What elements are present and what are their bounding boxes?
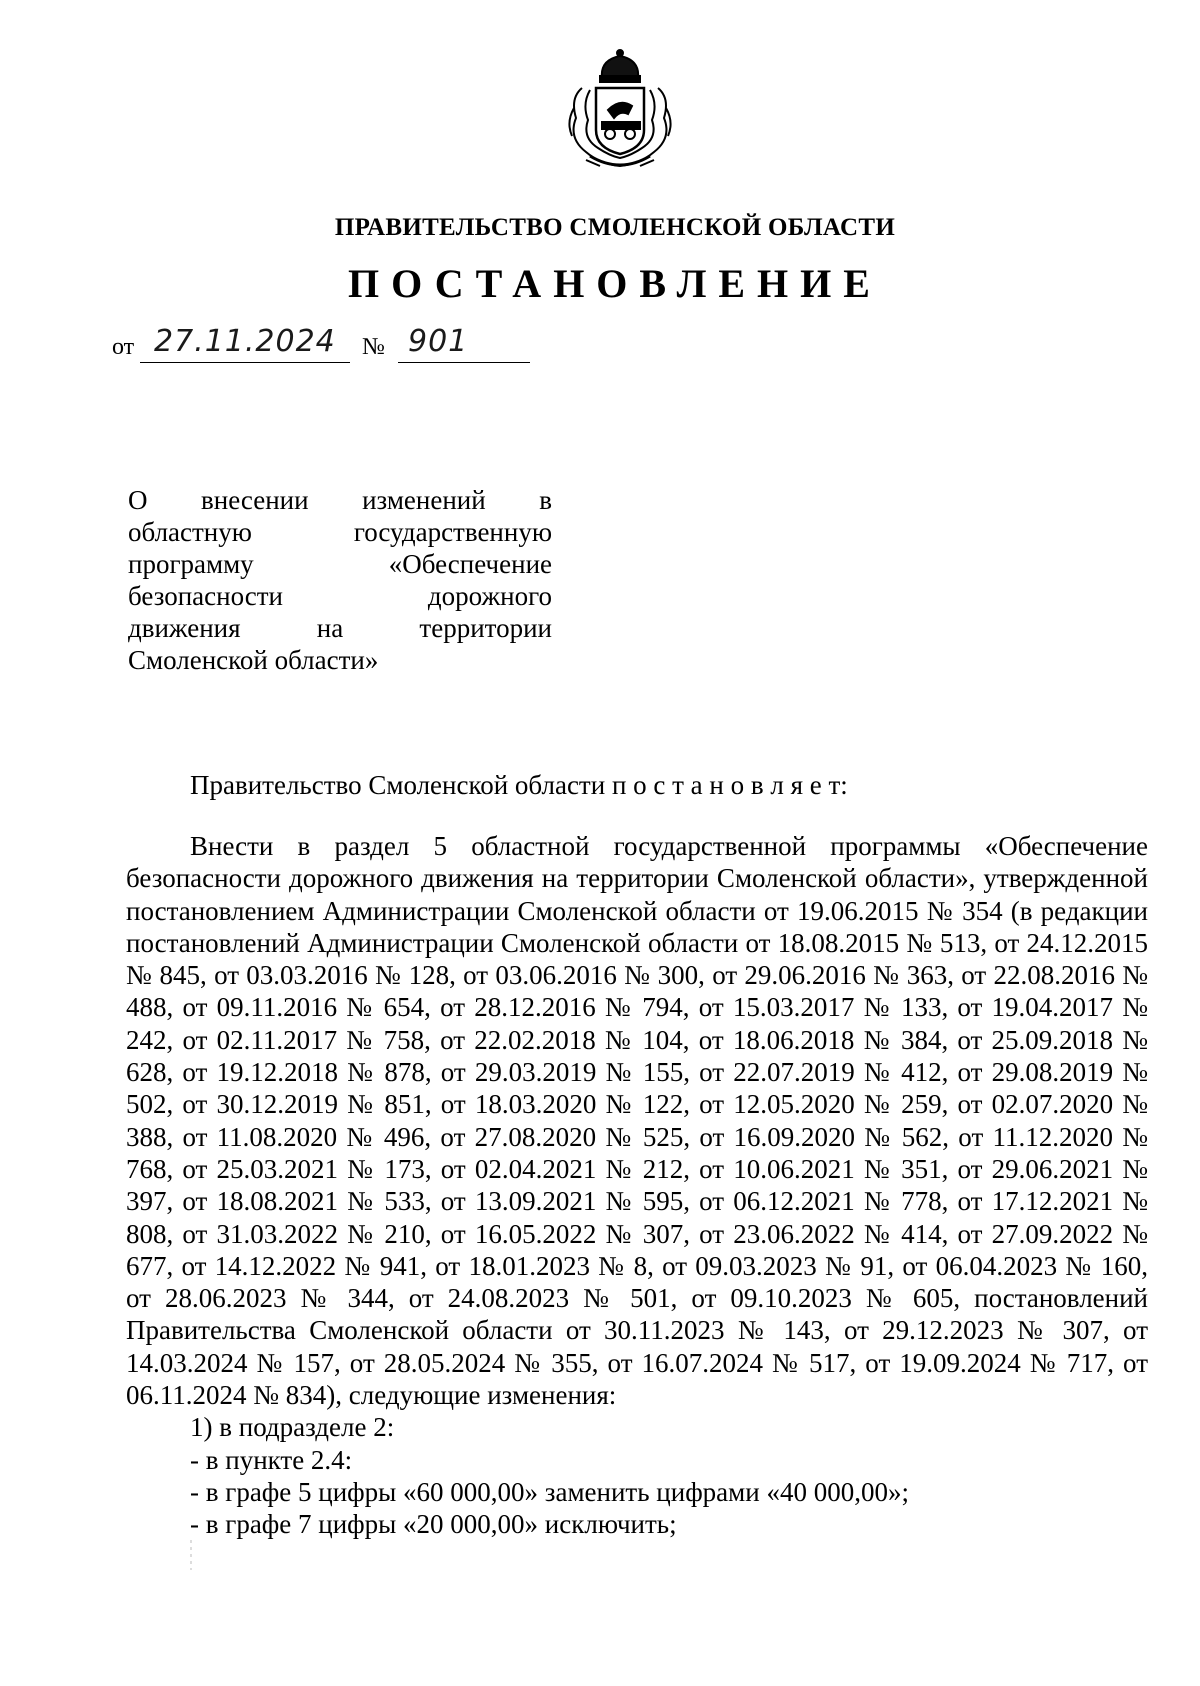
scan-artifact-mark bbox=[190, 1540, 192, 1570]
main-paragraph: Внести в раздел 5 областной государственной программы «Обеспечение безопасности дорожного движения на территории Смоленской области», утвержденной постановлением Администрации Смоленской области от 19.06.2015 № 354 (в редакции постановлений Администрации Смоленской области от 18.08.2015 № 513, от 24.12.2015 № 845, от 03.03.2016 № 128, от 03.06.2016 № 300, от 29.06.2016 № 363, от 22.08.2016 № 488, от 09.11.2016 № 654, от 28.12.2016 № 794, от 15.03.2017 № 133, от 19.04.2017 № 242, от 02.11.2017 № 758, от 22.02.2018 № 104, от 18.06.2018 № 384, от 25.09.2018 № 628, от 19.12.2018 № 878, от 29.03.2019 № 155, от 22.07.2019 № 412, от 29.08.2019 № 502, от 30.12.2019 № 851, от 18.03.2020 № 122, от 12.05.2020 № 259, от 02.07.2020 № 388, от 11.08.2020 № 496, от 27.08.2020 № 525, от 16.09.2020 № 562, от 11.12.2020 № 768, от 25.03.2021 № 173, от 02.04.2021 № 212, от 10.06.2021 № 351, от 29.06.2021 № 397, от 18.08.2021 № 533, от 13.09.2021 № 595, от 06.12.2021 № 778, от 17.12.2021 № 808, от 31.03.2022 № 210, от 16.05.2022 № 307, от 23.06.2022 № 414, от 27.09.2022 № 677, от 14.12.2022 № 941, от 18.01.2023 № 8, от 09.03.2023 № 91, от 06.04.2023 № 160, от 28.06.2023 № 344, от 24.08.2023 № 501, от 09.10.2023 № 605, постановлений Правительства Смоленской области от 30.11.2023 № 143, от 29.12.2023 № 307, от 14.03.2024 № 157, от 28.05.2024 № 355, от 16.07.2024 № 517, от 19.09.2024 № 717, от 06.11.2024 № 834), следующие изменения: bbox=[126, 831, 1148, 1411]
decree-prefix: Правительство Смоленской области bbox=[190, 770, 612, 800]
subject-line: программу «Обеспечение bbox=[128, 549, 552, 579]
change-item: 1) в подразделе 2: bbox=[190, 1412, 395, 1443]
subject-line: областную государственную bbox=[128, 517, 552, 547]
handwritten-number: 901 bbox=[408, 324, 469, 359]
document-body bbox=[126, 830, 1148, 1541]
change-item: - в пункте 2.4: bbox=[190, 1444, 353, 1475]
smolensk-coat-of-arms-icon bbox=[560, 48, 680, 176]
subject-line: безопасности дорожного bbox=[128, 581, 552, 611]
subject-line: движения на территории bbox=[128, 613, 552, 643]
organization-title: ПРАВИТЕЛЬСТВО СМОЛЕНСКОЙ ОБЛАСТИ bbox=[334, 214, 896, 241]
number-underline bbox=[398, 362, 530, 363]
subject-line: Смоленской области» bbox=[128, 645, 379, 675]
date-number-line bbox=[112, 324, 552, 368]
handwritten-date: 27.11.2024 bbox=[154, 324, 336, 359]
date-underline bbox=[140, 362, 350, 363]
date-from-label: от bbox=[112, 334, 135, 360]
subject-block bbox=[128, 484, 552, 676]
change-item: - в графе 7 цифры «20 000,00» исключить; bbox=[190, 1509, 677, 1540]
number-label: № bbox=[362, 334, 385, 360]
decree-spaced-word: п о с т а н о в л я е т: bbox=[611, 770, 848, 800]
decree-statement bbox=[190, 770, 848, 801]
document-type-title: ПОСТАНОВЛЕНИЕ bbox=[348, 261, 882, 306]
subject-line: О внесении изменений в bbox=[128, 485, 552, 515]
change-item: - в графе 5 цифры «60 000,00» заменить цифрами «40 000,00»; bbox=[190, 1476, 909, 1507]
